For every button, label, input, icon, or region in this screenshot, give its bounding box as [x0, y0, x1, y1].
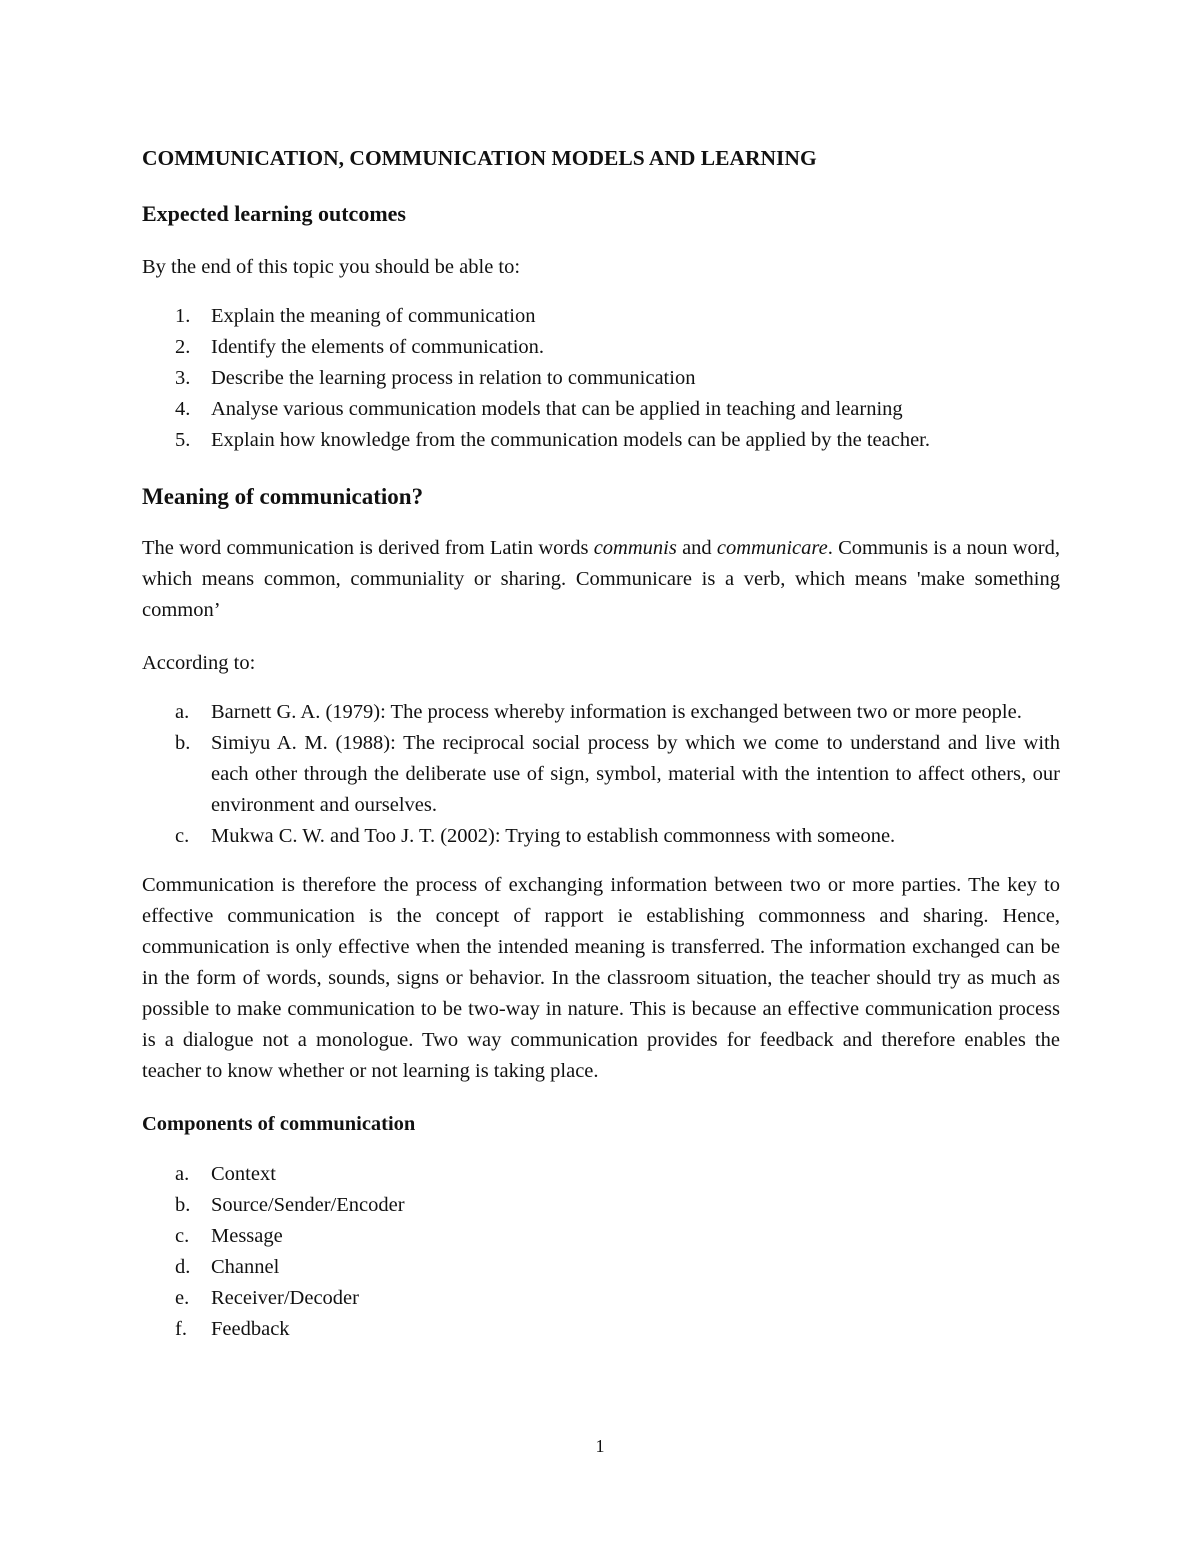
- term-communicare: communicare: [716, 537, 828, 559]
- according-to-label: According to:: [142, 652, 256, 674]
- list-item-text: Simiyu A. M. (1988): The reciprocal social process by which we come to understand and live with each other through the deliberate use of sign, symbol, material with the intention to affect others, our environment and ourselves.: [211, 732, 1060, 816]
- definitions-list: [142, 697, 1060, 852]
- list-item: [142, 394, 1060, 425]
- list-item-text: Channel: [211, 1256, 280, 1278]
- outcomes-heading: Expected learning outcomes: [142, 201, 406, 226]
- list-item: [142, 1190, 1060, 1221]
- list-marker: 1.: [175, 305, 191, 327]
- list-marker: e.: [175, 1287, 190, 1309]
- list-item: [142, 1314, 1060, 1345]
- list-item: [142, 697, 1060, 728]
- list-item-text: Message: [211, 1225, 283, 1247]
- page-number: 1: [595, 1436, 605, 1456]
- meaning-heading: Meaning of communication?: [142, 484, 424, 509]
- meaning-paragraph: [142, 533, 1060, 626]
- list-item-text: Feedback: [211, 1318, 290, 1340]
- components-list: [142, 1159, 1060, 1345]
- list-item-text: Explain the meaning of communication: [211, 305, 536, 327]
- list-item-text: Explain how knowledge from the communication models can be applied by the teacher.: [211, 429, 930, 451]
- outcomes-list: [142, 301, 1060, 456]
- list-item: [142, 1283, 1060, 1314]
- list-item: [142, 1252, 1060, 1283]
- components-heading: Components of communication: [142, 1113, 416, 1135]
- list-item: [142, 332, 1060, 363]
- list-item: [142, 1159, 1060, 1190]
- list-item: [142, 425, 1060, 456]
- document-title: COMMUNICATION, COMMUNICATION MODELS AND LEARNING: [142, 146, 817, 170]
- list-item-text: Analyse various communication models that can be applied in teaching and learning: [211, 398, 903, 420]
- list-item-text: Barnett G. A. (1979): The process whereby information is exchanged between two or more people.: [211, 701, 1022, 723]
- meaning-text-1: The word communication is derived from Latin words: [142, 537, 594, 559]
- list-item-text: Mukwa C. W. and Too J. T. (2002): Trying to establish commonness with someone.: [211, 825, 896, 847]
- list-item-text: Receiver/Decoder: [211, 1287, 359, 1309]
- list-item-text: Context: [211, 1163, 276, 1185]
- list-marker: 5.: [175, 429, 191, 451]
- page-content: [142, 140, 1060, 1345]
- list-marker: 2.: [175, 336, 191, 358]
- list-marker: c.: [175, 1225, 190, 1247]
- list-marker: f.: [175, 1318, 187, 1340]
- list-item: [142, 301, 1060, 332]
- list-marker: c.: [175, 825, 190, 847]
- term-communis: communis: [593, 537, 677, 559]
- list-item-text: Identify the elements of communication.: [211, 336, 545, 358]
- list-item-text: Source/Sender/Encoder: [211, 1194, 405, 1216]
- list-marker: b.: [175, 1194, 191, 1216]
- list-item: [142, 728, 1060, 821]
- list-marker: 3.: [175, 367, 191, 389]
- list-item: [142, 821, 1060, 852]
- list-item: [142, 363, 1060, 394]
- list-marker: a.: [175, 701, 190, 723]
- meaning-text-3: . Communis is a noun word, which means common, communiality or sharing. Communicare is a verb, which means 'make something common’: [142, 537, 1061, 621]
- summary-paragraph: Communication is therefore the process of exchanging information between two or more parties. The key to effective communication is the concept of rapport ie establishing commonness and sharing. Hence, communication is only effective when the intended meaning is transferred. The information exchanged can be in the form of words, sounds, signs or behavior. In the classroom situation, the teacher should try as much as possible to make communication to be two-way in nature. This is because an effective communication process is a dialogue not a monologue. Two way communication provides for feedback and therefore enables the teacher to know whether or not learning is taking place.: [142, 874, 1060, 1082]
- outcomes-intro: By the end of this topic you should be able to:: [142, 256, 521, 278]
- list-item-text: Describe the learning process in relation to communication: [211, 367, 696, 389]
- meaning-text-2: and: [676, 537, 717, 559]
- list-marker: b.: [175, 732, 191, 754]
- list-marker: d.: [175, 1256, 191, 1278]
- list-marker: 4.: [175, 398, 191, 420]
- list-marker: a.: [175, 1163, 190, 1185]
- list-item: [142, 1221, 1060, 1252]
